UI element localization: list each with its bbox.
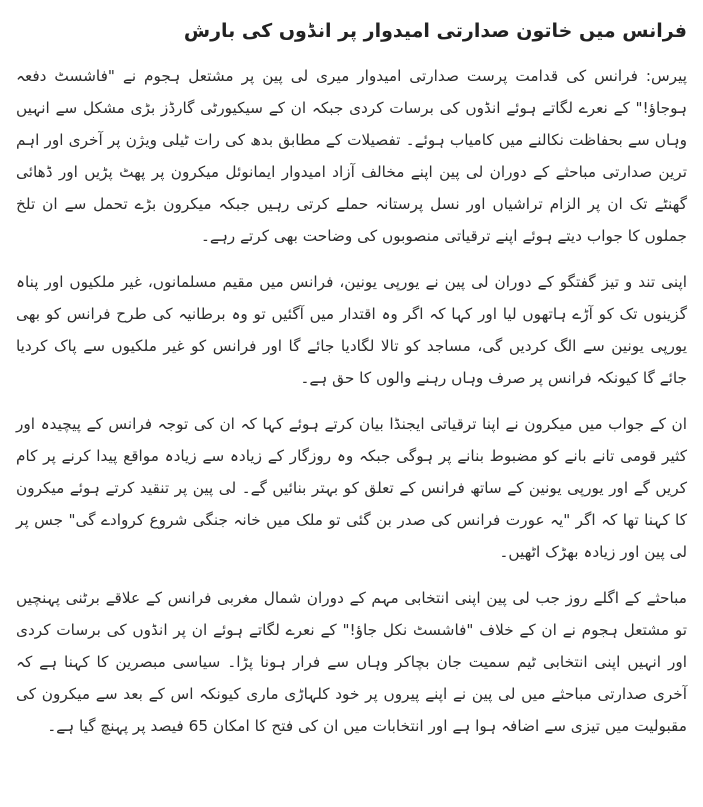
article-paragraph: پیرس: فرانس کی قدامت پرست صدارتی امیدوار میری لی پین پر مشتعل ہجوم نے "فاشسٹ دفعہ ہوجاؤ!" کے نعرے لگاتے ہوئے انڈوں کی برسات کردی جبکہ ان کے سیکیورٹی گارڈز بڑی مشکل سے انہیں وہاں سے بحفاظت نکالنے میں کامیاب ہوئے۔ تفصیلات کے مطابق بدھ کی رات ٹیلی ویژن پر آخری اور اہم ترین صدارتی مباحثے کے دوران لی پین اپنے مخالف آزاد امیدوار ایمانوئل میکرون پر پھٹ پڑیں اور ڈھائی گھنٹے تک ان پر الزام تراشیاں اور نسل پرستانہ حملے کرتی رہیں جبکہ میکرون بڑے تحمل سے ان تلخ جملوں کا جواب دیتے ہوئے اپنے ترقیاتی منصوبوں کی وضاحت بھی کرتے رہے۔	[16, 67, 687, 245]
article-paragraph: اپنی تند و تیز گفتگو کے دوران لی پین نے یورپی یونین، فرانس میں مقیم مسلمانوں، غیر ملکیوں اور پناہ گزینوں تک کو آڑے ہاتھوں لیا اور کہا کہ اگر وہ اقتدار میں آگئیں تو وہ برطانیہ کی طرح فرانس کو بھی یورپی یونین سے الگ کردیں گی، مساجد کو تالا لگادیا جائے گا اور فرانس کو غیر ملکیوں سے پاک کردیا جائے گا کیونکہ فرانس پر صرف وہاں رہنے والوں کا حق ہے۔	[16, 273, 687, 387]
article-paragraph: مباحثے کے اگلے روز جب لی پین اپنی انتخابی مہم کے دوران شمال مغربی فرانس کے علاقے برٹنی پہنچیں تو مشتعل ہجوم نے ان کے خلاف "فاشسٹ نکل جاؤ!" کے نعرے لگاتے ہوئے ان پر انڈوں کی برسات کردی اور انہیں اپنی انتخابی ٹیم سمیت جان بچاکر وہاں سے فرار ہونا پڑا۔ سیاسی مبصرین کا کہنا ہے کہ آخری صدارتی مباحثے میں لی پین نے اپنے پیروں پر خود کلہاڑی ماری کیونکہ اس کے بعد سے میکرون کی مقبولیت میں تیزی سے اضافہ ہوا ہے اور انتخابات میں ان کی فتح کا امکان 65 فیصد پر پہنچ گیا ہے۔	[16, 589, 687, 735]
article-headline: فرانس میں خاتون صدارتی امیدوار پر انڈوں کی بارش	[183, 20, 687, 42]
article-paragraph: ان کے جواب میں میکرون نے اپنا ترقیاتی ایجنڈا بیان کرتے ہوئے کہا کہ ان کی توجہ فرانس کے پیچیدہ اور کثیر قومی تانے بانے کو مضبوط بنانے پر ہوگی جبکہ وہ روزگار کے زیادہ سے زیادہ مواقع پیدا کرنے پر کام کریں گے اور یورپی یونین کے ساتھ فرانس کے تعلق کو بہتر بنائیں گے۔ لی پین پر تنقید کرتے ہوئے میکرون کا کہنا تھا کہ اگر "یہ عورت فرانس کی صدر بن گئی تو ملک میں خانہ جنگی شروع کروادے گی" جس پر لی پین اور زیادہ بھڑک اٹھیں۔	[16, 415, 687, 561]
